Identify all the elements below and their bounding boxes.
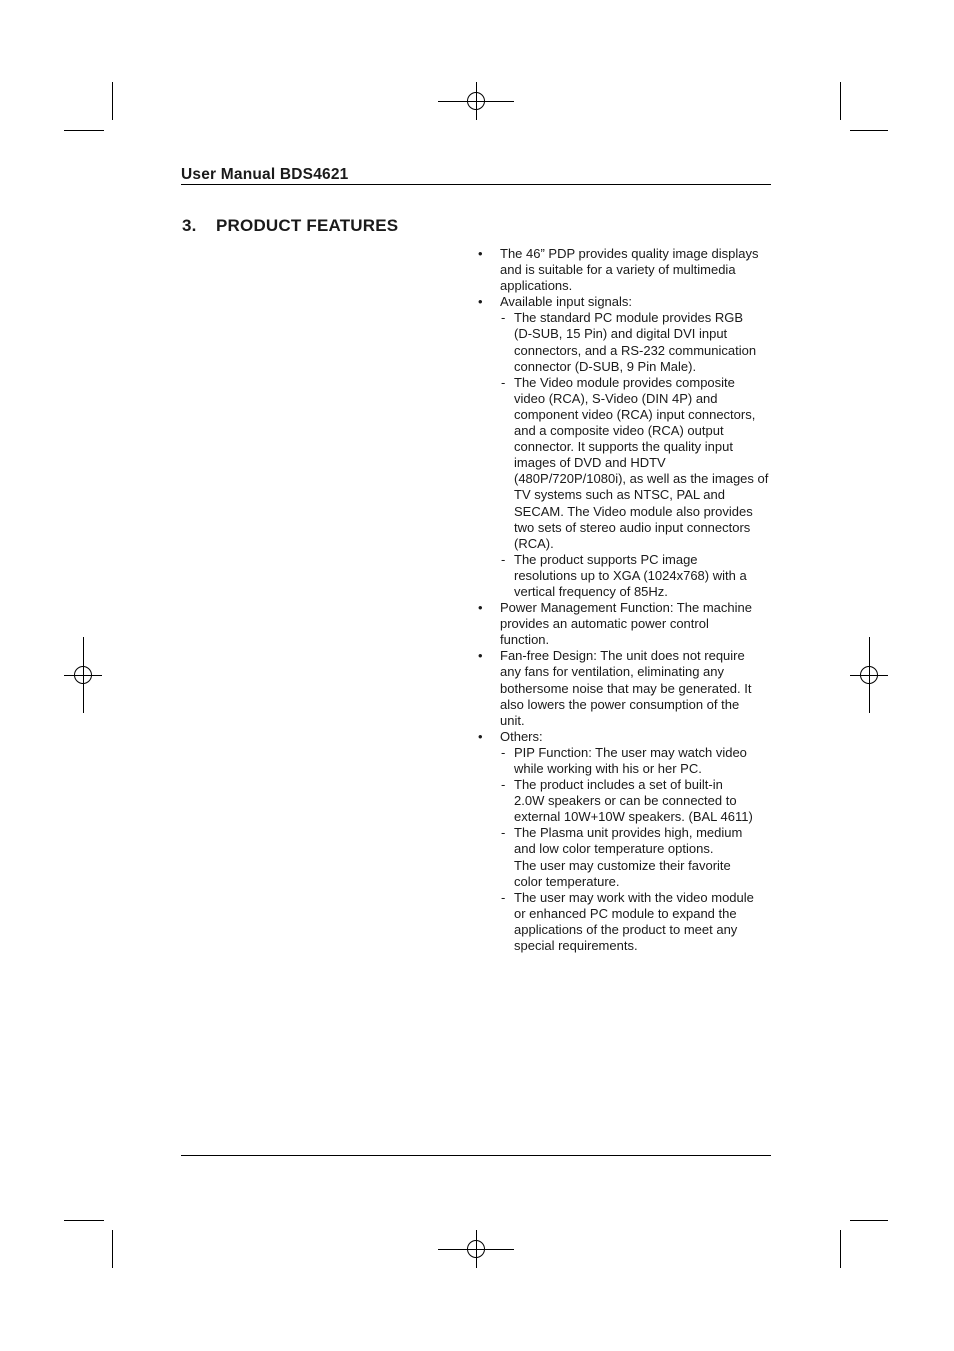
feature-subitem-text-line: external 10W+10W speakers. (BAL 4611) [514,809,753,825]
page-header-title: User Manual BDS4621 [181,166,349,183]
feature-subitem-text-line: two sets of stereo audio input connectors [514,519,751,535]
feature-subitem [500,890,772,954]
feature-subitem [500,825,772,889]
feature-subitem-text-line: (480P/720P/1080i), as well as the images of [514,471,769,487]
feature-subitem-text-line: - The product supports PC image [514,551,698,567]
feature-subitem-text-line: applications of the product to meet any [514,921,738,937]
feature-text-line: also lowers the power consumption of the [500,696,740,712]
feature-subitem-text-line: while working with his or her PC. [514,761,702,776]
feature-item [476,294,772,600]
feature-subitem-text-line: - The user may work with the video module [514,889,754,905]
feature-subitem-text-line: or enhanced PC module to expand the [514,905,737,921]
feature-text-line: any fans for ventilation, eliminating any [500,664,725,680]
feature-subitem [500,310,772,374]
feature-subitem-text-line: resolutions up to XGA (1024x768) with a [514,567,747,583]
feature-text-line: applications. [500,278,573,294]
footer-rule [181,1155,771,1156]
feature-subitem-text-line: (RCA). [514,535,554,551]
feature-subitem-text-line: special requirements. [514,938,638,954]
feature-subitem-text-line: - PIP Function: The user may watch video [514,744,747,760]
feature-item [476,600,772,648]
feature-text-line: • Others: [500,728,543,744]
feature-text-line: and is suitable for a variety of multimedia [500,262,736,278]
feature-subitem [500,552,772,600]
feature-subitem-text-line: video (RCA), S-Video (DIN 4P) and [514,390,718,406]
feature-subitem-text-line: - The product includes a set of built-in [514,777,723,793]
feature-subitem [500,777,772,825]
feature-sublist [500,745,772,954]
section-number: 3. [182,216,197,235]
feature-text-line: provides an automatic power control [500,616,709,632]
feature-subitem-text-line: and a composite video (RCA) output [514,423,724,439]
section-heading [182,216,398,236]
feature-subitem-text-line: 2.0W speakers or can be connected to [514,793,737,809]
feature-subitem-text-line: component video (RCA) input connectors, [514,406,756,422]
feature-subitem-text-line: connector (D-SUB, 9 Pin Male). [514,358,697,374]
feature-text-line: • Power Management Function: The machine [500,600,752,616]
feature-text-line: • Available input signals: [500,294,633,310]
feature-subitem-text-line: TV systems such as NTSC, PAL and [514,487,725,503]
feature-subitem-text-line: - The Video module provides composite [514,374,735,390]
section-title: PRODUCT FEATURES [216,216,399,235]
feature-subitem-text-line: connectors, and a RS-232 communication [514,342,757,358]
feature-subitem [500,745,772,777]
feature-subitem-text-line: color temperature. [514,873,620,889]
feature-text-line: bothersome noise that may be generated. It [500,680,752,696]
feature-list [476,246,772,954]
feature-subitem-text-line: vertical frequency of 85Hz. [514,583,668,599]
feature-subitem-text-line: images of DVD and HDTV [514,455,666,471]
feature-text-line: unit. [500,712,525,728]
feature-subitem-text-line: connector. It supports the quality input [514,439,733,455]
feature-item [476,246,772,294]
header-rule [181,184,771,185]
feature-subitem-text-line: SECAM. The Video module also provides [514,503,753,519]
feature-text-line: • Fan-free Design: The unit does not require [500,648,745,664]
feature-text-line: • The 46” PDP provides quality image displays [500,246,759,261]
feature-subitem-text-line: and low color temperature options. [514,841,714,857]
feature-item [476,729,772,954]
feature-text-line: function. [500,632,550,648]
feature-subitem [500,375,772,552]
feature-subitem-text-line: (D-SUB, 15 Pin) and digital DVI input [514,326,728,342]
feature-sublist [500,310,772,600]
feature-subitem-text-line: The user may customize their favorite [514,857,731,873]
feature-item [476,648,772,728]
feature-subitem-text-line: - The standard PC module provides RGB [514,310,744,326]
feature-subitem-text-line: - The Plasma unit provides high, medium [514,825,743,841]
